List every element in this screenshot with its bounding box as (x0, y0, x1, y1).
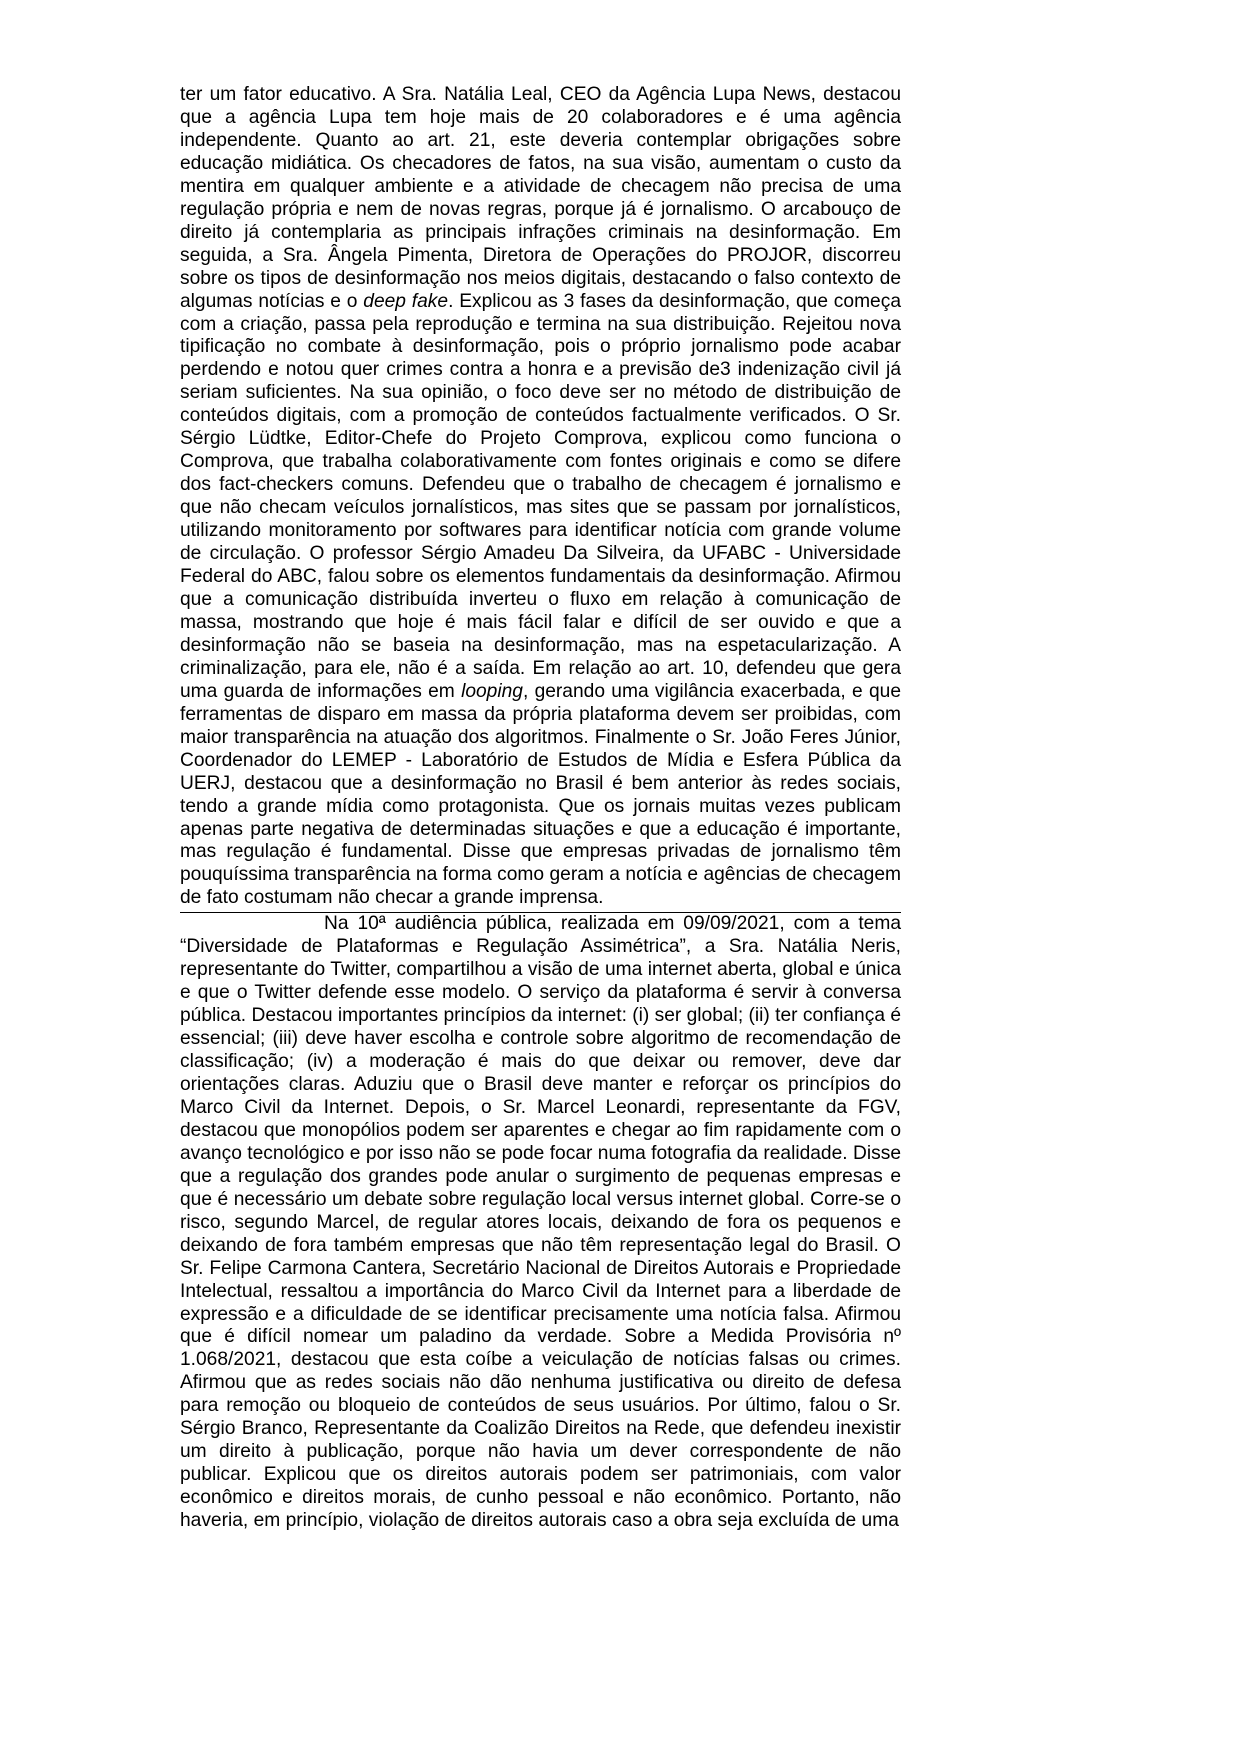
document-page (180, 84, 901, 1533)
paragraph-text-part: ter um fator educativo. A Sra. Natália Leal, CEO da Agência Lupa News, destacou que a agência Lupa tem hoje mais de 20 colaboradores e é uma agência independente. Quanto ao art. 21, este deveria contemplar obrigações sobre educação midiática. Os checadores de fatos, na sua visão, aumentam o custo da mentira em qualquer ambiente e a atividade de checagem não precisa de uma regulação própria e nem de novas regras, porque já é jornalismo. O arcabouço de direito já contemplaria as principais infrações criminais na desinformação. Em seguida, a Sra. Ângela Pimenta, Diretora de Operações do PROJOR, discorreu sobre os tipos de desinformação nos meios digitais, destacando o falso contexto de algumas notícias e o (180, 84, 901, 312)
italic-term-looping: looping (461, 680, 523, 702)
italic-term-deep-fake: deep fake (363, 290, 449, 312)
paragraph-hearing-9-continued (180, 84, 901, 910)
paragraph-text-part: , gerando uma vigilância exacerbada, e que ferramentas de disparo em massa da própria plataforma devem ser proibidas, com maior transparência na atuação dos algoritmos. Finalmente o Sr. João Feres Júnior, Coordenador do LEMEP - Laboratório de Estudos de Mídia e Esfera Pública da UERJ, destacou que a desinformação no Brasil é bem anterior às redes sociais, tendo a grande mídia como protagonista. Que os jornais muitas vezes publicam apenas parte negativa de determinadas situações e que a educação é importante, mas regulação é fundamental. Disse que empresas privadas de jornalismo têm pouquíssima transparência na forma como geram a notícia e agências de checagem de fato costumam não checar a grande imprensa. (180, 680, 902, 909)
paragraph-text-part: . Explicou as 3 fases da desinformação, que começa com a criação, passa pela reprodução e termina na sua distribuição. Rejeitou nova tipificação no combate à desinformação, pois o próprio jornalismo pode acabar perdendo e notou quer crimes contra a honra e a previsão de3 indenização civil já seriam suficientes. Na sua opinião, o foco deve ser no método de distribuição de conteúdos digitais, com a promoção de conteúdos factualmente verificados. O Sr. Sérgio Lüdtke, Editor-Chefe do Projeto Comprova, explicou como funciona o Comprova, que trabalha colaborativamente com fontes originais e como se difere dos fact-checkers comuns. Defendeu que o trabalho de checagem é jornalismo e que não checam veículos jornalísticos, mas sites que se passam por jornalísticos, utilizando monitoramento por softwares para identificar notícia com grande volume de circulação. O professor Sérgio Amadeu Da Silveira, da UFABC - Universidade Federal do ABC, falou sobre os elementos fundamentais da desinformação. Afirmou que a comunicação distribuída inverteu o fluxo em relação à comunicação de massa, mostrando que hoje é mais fácil falar e difícil de ser ouvido e que a desinformação não se baseia na desinformação, mas na espetacularização. A criminalização, para ele, não é a saída. Em relação ao art. 10, defendeu que gera uma guarda de informações em (180, 290, 901, 702)
paragraph-hearing-10: Na 10ª audiência pública, realizada em 09/09/2021, com a tema “Diversidade de Plataformas e Regulação Assimétrica”, a Sra. Natália Neris, representante do Twitter, compartilhou a visão de uma internet aberta, global e única e que o Twitter defende esse modelo. O serviço da plataforma é servir à conversa pública. Destacou importantes princípios da internet: (i) ser global; (ii) ter confiança é essencial; (iii) deve haver escolha e controle sobre algoritmo de recomendação de classificação; (iv) a moderação é mais do que deixar ou remover, deve dar orientações claras. Aduziu que o Brasil deve manter e reforçar os princípios do Marco Civil da Internet. Depois, o Sr. Marcel Leonardi, representante da FGV, destacou que monopólios podem ser aparentes e chegar ao fim rapidamente com o avanço tecnológico e por isso não se pode focar numa fotografia da realidade. Disse que a regulação dos grandes pode anular o surgimento de pequenas empresas e que é necessário um debate sobre regulação local versus internet global. Corre-se o risco, segundo Marcel, de regular atores locais, deixando de fora os pequenos e deixando de fora também empresas que não têm representação legal do Brasil. O Sr. Felipe Carmona Cantera, Secretário Nacional de Direitos Autorais e Propriedade Intelectual, ressaltou a importância do Marco Civil da Internet para a liberdade de expressão e a dificuldade de se identificar precisamente uma notícia falsa. Afirmou que é difícil nomear um paladino da verdade. Sobre a Medida Provisória nº 1.068/2021, destacou que esta coíbe a veiculação de notícias falsas ou crimes. Afirmou que as redes sociais não dão nenhuma justificativa ou direito de defesa para remoção ou bloqueio de conteúdos de seus usuários. Por último, falou o Sr. Sérgio Branco, Representante da Coalizão Direitos na Rede, que defendeu inexistir um direito à publicação, porque não havia um dever correspondente de não publicar. Explicou que os direitos autorais podem ser patrimoniais, com valor econômico e direitos morais, de cunho pessoal e não econômico. Portanto, não haveria, em princípio, violação de direitos autorais caso a obra seja excluída de uma (180, 913, 901, 1532)
